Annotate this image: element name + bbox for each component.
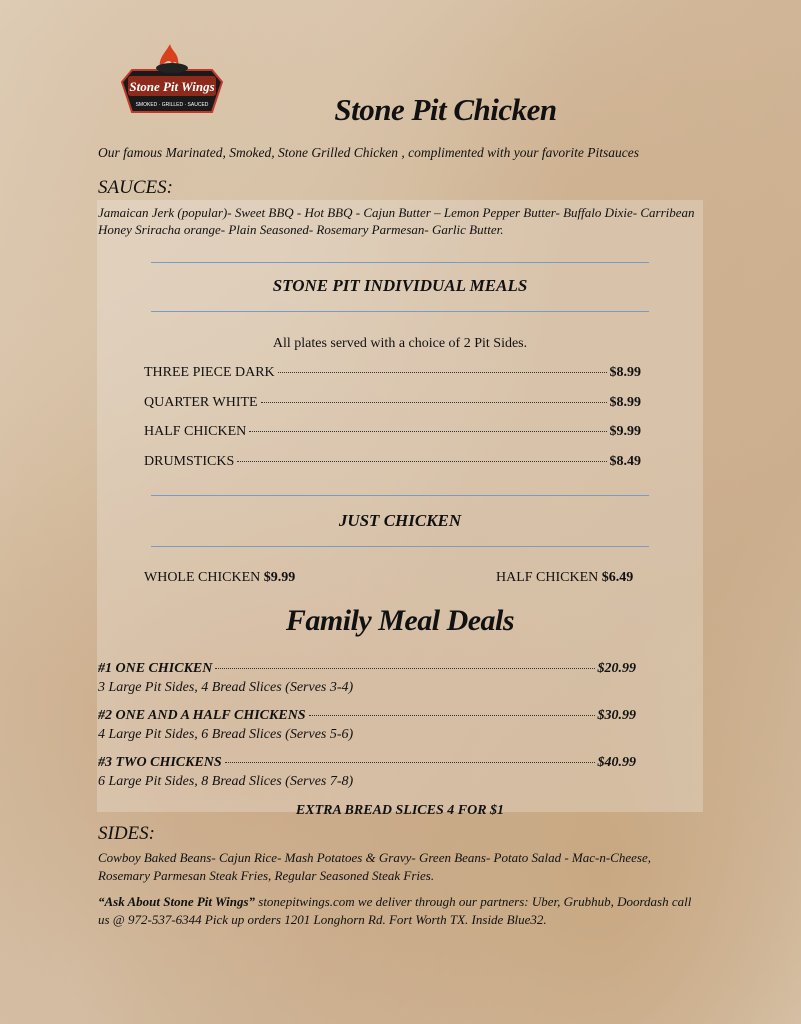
sides-list: Cowboy Baked Beans- Cajun Rice- Mash Potatoes & Gravy- Green Beans- Potato Salad - Mac-n-Cheese, Rosemary Parmesan Steak Fries, Regular Seasoned Steak Fries. — [98, 850, 651, 883]
extra-bread-note: EXTRA BREAD SLICES 4 FOR $1 — [295, 803, 505, 818]
sauces-heading: SAUCES: — [98, 177, 173, 198]
deal-price: $40.99 — [597, 755, 636, 770]
item-price: $8.99 — [609, 395, 641, 410]
sides-heading: SIDES: — [98, 823, 155, 844]
divider — [151, 495, 649, 496]
footer-text: stonepitwings.com we deliver through our partners: Uber, Grubhub, Doordash call us @ 972-537-6344 Pick up orders 1201 Longhorn Rd. Fort Worth TX. Inside Blue32. — [98, 894, 692, 927]
family-deal-1[interactable] — [98, 661, 636, 677]
deal-description: 6 Large Pit Sides, 8 Bread Slices (Serves 7-8) — [98, 774, 354, 789]
item-price: $8.99 — [609, 365, 641, 380]
individual-meals-heading: STONE PIT INDIVIDUAL MEALS — [272, 276, 528, 295]
item-name: HALF CHICKEN — [144, 424, 247, 439]
item-price: $6.49 — [601, 570, 634, 585]
leader-dots — [261, 402, 607, 403]
svg-text:Stone Pit Wings: Stone Pit Wings — [129, 79, 215, 94]
menu-item-quarter-white[interactable] — [144, 395, 641, 411]
contact-footer — [98, 893, 698, 929]
menu-item-drumsticks[interactable] — [144, 454, 641, 470]
menu-item-half-chicken[interactable] — [144, 424, 641, 440]
deal-description: 3 Large Pit Sides, 4 Bread Slices (Serves 3-4) — [98, 680, 354, 695]
leader-dots — [249, 431, 606, 432]
item-name: THREE PIECE DARK — [144, 365, 275, 380]
svg-text:SMOKED · GRILLED · SAUCED: SMOKED · GRILLED · SAUCED — [135, 102, 209, 108]
deal-price: $20.99 — [597, 661, 636, 676]
leader-dots — [309, 715, 595, 716]
sauces-list: Jamaican Jerk (popular)- Sweet BBQ - Hot BBQ - Cajun Butter – Lemon Pepper Butter- Buffalo Dixie- Carribean Honey Sriracha orange- Plain Seasoned- Rosemary Parmesan- Garlic Butter. — [98, 205, 695, 237]
item-name: WHOLE CHICKEN — [144, 570, 261, 585]
menu-item-whole-chicken[interactable] — [144, 570, 295, 586]
sides-note: All plates served with a choice of 2 Pit Sides. — [272, 336, 528, 351]
just-chicken-heading: JUST CHICKEN — [338, 511, 462, 530]
item-price: $9.99 — [263, 570, 296, 585]
family-deals-heading: Family Meal Deals — [285, 604, 515, 637]
menu-item-half-chicken-only[interactable] — [496, 570, 633, 586]
item-name: DRUMSTICKS — [144, 454, 235, 469]
menu-item-three-piece-dark[interactable] — [144, 365, 641, 381]
leader-dots — [215, 668, 594, 669]
deal-name: #2 ONE AND A HALF CHICKENS — [98, 708, 306, 723]
deal-name: #3 TWO CHICKENS — [98, 755, 222, 770]
deal-price: $30.99 — [597, 708, 636, 723]
family-deal-2[interactable] — [98, 708, 636, 724]
leader-dots — [225, 762, 595, 763]
leader-dots — [237, 461, 606, 462]
leader-dots — [278, 372, 607, 373]
intro-text: Our famous Marinated, Smoked, Stone Grilled Chicken , complimented with your favorite Pitsauces — [98, 145, 640, 160]
item-price: $9.99 — [609, 424, 641, 439]
item-name: HALF CHICKEN — [496, 570, 599, 585]
divider — [151, 546, 649, 547]
footer-tagline: “Ask About Stone Pit Wings” — [98, 894, 256, 909]
divider — [151, 311, 649, 312]
family-deal-3[interactable] — [98, 755, 636, 771]
deal-description: 4 Large Pit Sides, 6 Bread Slices (Serves 5-6) — [98, 727, 354, 742]
page-title: Stone Pit Chicken — [334, 92, 557, 127]
item-price: $8.49 — [609, 454, 641, 469]
divider — [151, 262, 649, 263]
item-name: QUARTER WHITE — [144, 395, 258, 410]
deal-name: #1 ONE CHICKEN — [98, 661, 213, 676]
